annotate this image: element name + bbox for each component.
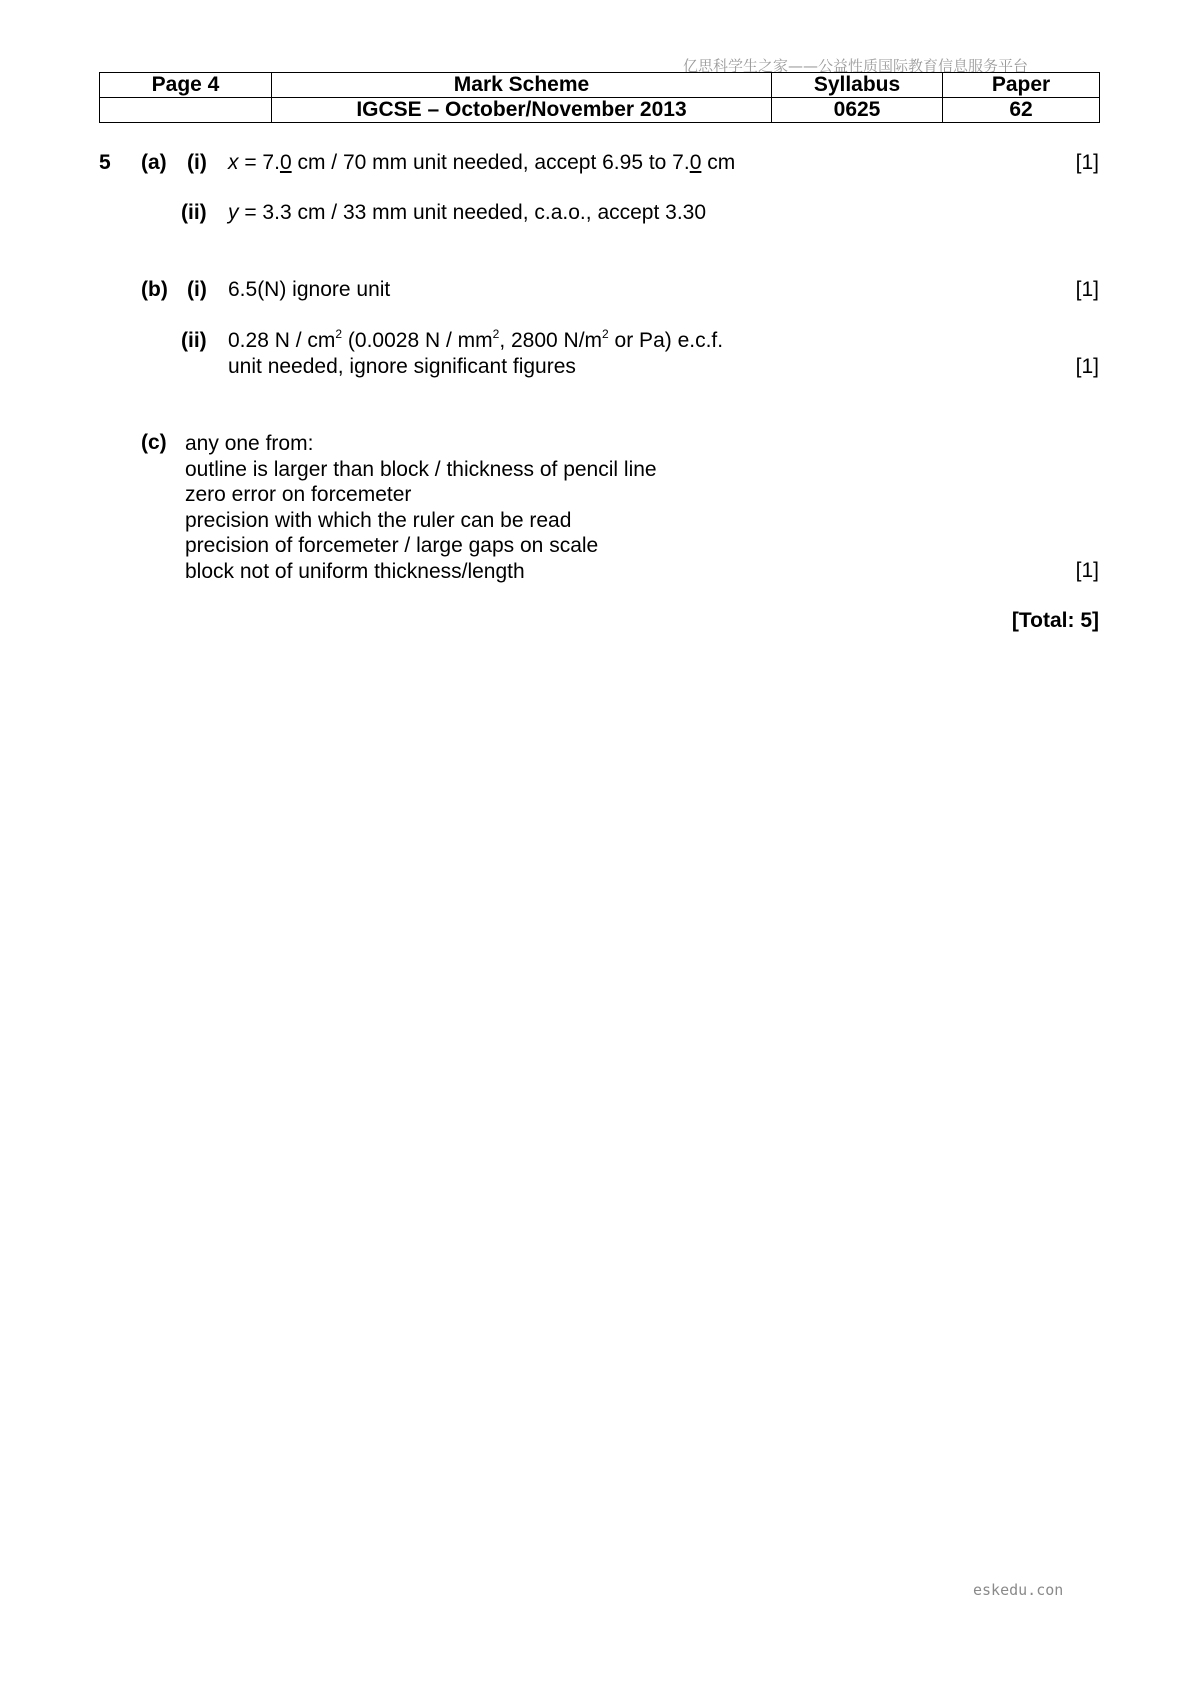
- part-c-mark: [1]: [1075, 559, 1099, 582]
- header-table: [99, 72, 1100, 123]
- part-b-i-mark: [1]: [1075, 278, 1099, 301]
- header-empty-cell: [100, 98, 272, 123]
- part-b-ii-note: unit needed, ignore significant figures: [228, 355, 576, 378]
- document-title: Mark Scheme: [272, 73, 772, 98]
- list-item: outline is larger than block / thickness of pencil line: [185, 457, 657, 481]
- part-b-i-label: (i): [187, 278, 207, 301]
- page-label: Page 4: [100, 73, 272, 98]
- part-b-ii-answer: 0.28 N / $cm^2$ (0.0028 N / $mm^2$, 2800 $N/m^2$ or Pa) e.c.f.: [228, 327, 724, 352]
- part-a-i-mark: [1]: [1075, 151, 1099, 174]
- part-c-label: (c): [141, 431, 167, 454]
- exam-session: IGCSE – October/November 2013: [272, 98, 772, 123]
- syllabus-label: Syllabus: [772, 73, 943, 98]
- list-item: precision with which the ruler can be read: [185, 508, 572, 532]
- footer-watermark: eskedu.con: [973, 1581, 1064, 1599]
- part-c-intro: any one from:: [185, 432, 314, 455]
- watermark: 亿思科学生之家——公益性质国际教育信息服务平台: [683, 57, 1029, 75]
- part-a-ii-label: (ii): [181, 201, 207, 224]
- part-c-answers: [185, 431, 657, 584]
- part-b-ii-label: (ii): [181, 329, 207, 352]
- paper-number: 62: [943, 98, 1100, 123]
- paper-label: Paper: [943, 73, 1100, 98]
- list-item: zero error on forcemeter: [185, 483, 412, 506]
- part-b-i-answer: 6.5(N) ignore unit: [228, 278, 391, 301]
- list-item: precision of forcemeter / large gaps on scale: [185, 534, 599, 557]
- part-b-label: (b): [141, 278, 168, 301]
- part-a-i-answer: x = 7.0 cm / 70 mm unit needed, accept 6.95 to 7.0 cm: [228, 151, 736, 174]
- question-number: 5: [99, 151, 111, 174]
- syllabus-code: 0625: [772, 98, 943, 123]
- part-a-ii-answer: y = 3.3 cm / 33 mm unit needed, c.a.o., accept 3.30: [228, 201, 707, 224]
- part-b-ii-mark: [1]: [1075, 355, 1099, 378]
- part-a-i-label: (i): [187, 151, 207, 174]
- list-item: block not of uniform thickness/length: [185, 559, 525, 583]
- part-a-label: (a): [141, 151, 167, 174]
- total-marks: [Total: 5]: [1011, 609, 1099, 632]
